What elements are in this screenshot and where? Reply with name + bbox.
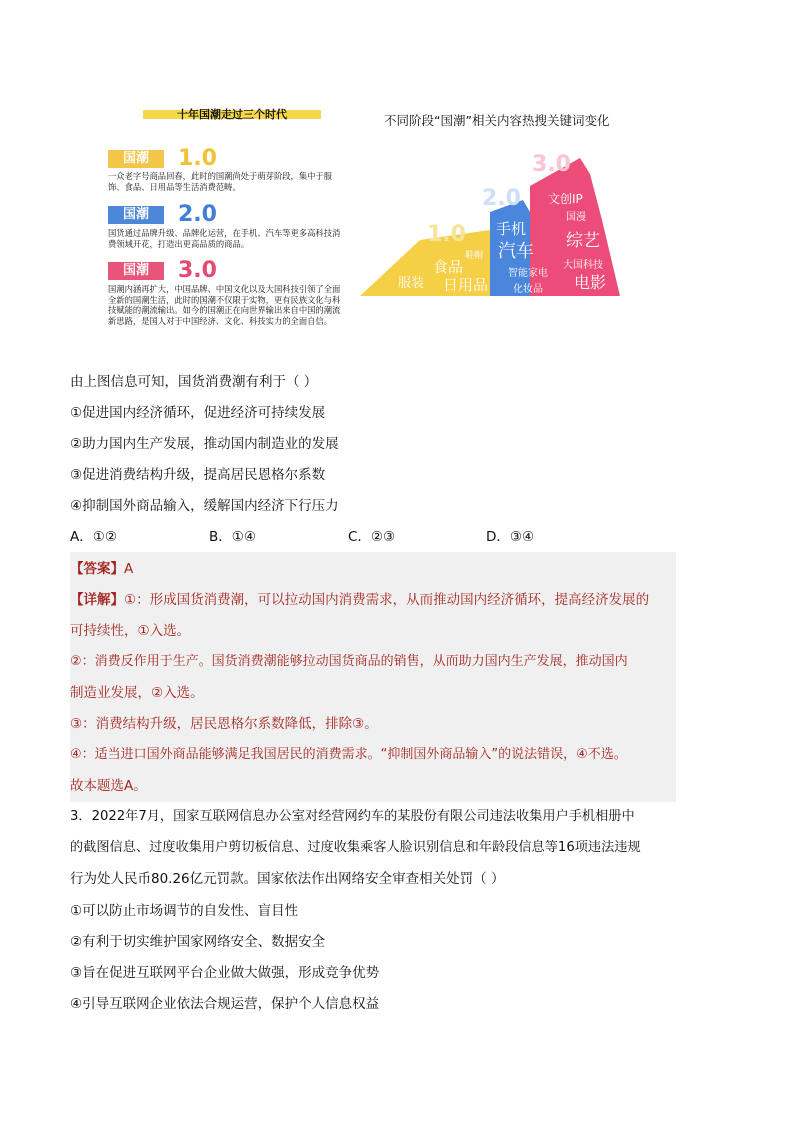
era-3-description: 国潮内涵再扩大，中国品牌、中国文化以及大国科技引领了全面全新的国潮生活，此时的国潮不仅限于实物，更有民族文化与科技赋能的潮流输出。如今的国潮正在向世界输出来自中国的潮流新思路，是国人对于中国经济、文化、科技实力的全面自信。 xyxy=(108,284,341,326)
option-2: ②助力国内生产发展，推动国内制造业的发展 xyxy=(70,436,339,452)
stage-1-number: 1.0 xyxy=(427,222,466,247)
stage-2-word-phone: 手机 xyxy=(496,220,527,238)
answer-panel xyxy=(70,552,676,802)
left-figure-title: 十年国潮走过三个时代 xyxy=(177,108,287,121)
stage-2-word-car: 汽车 xyxy=(498,241,534,262)
detail-line-1 xyxy=(70,591,649,609)
era-1-tag: 国潮 xyxy=(108,150,164,168)
detail-2b: 制造业发展，②入选。 xyxy=(70,685,204,701)
era-3-tag: 国潮 xyxy=(108,262,164,280)
stage-3-word-film: 电影 xyxy=(574,273,607,292)
stage-3-word-ip: 文创IP xyxy=(548,192,583,206)
stage-3-word-tech: 大国科技 xyxy=(563,260,603,271)
stage-2-number: 2.0 xyxy=(482,186,521,211)
q3-option-1: ①可以防止市场调节的自发性、盲目性 xyxy=(70,903,299,919)
era-1-number: 1.0 xyxy=(178,146,217,171)
era-3-number: 3.0 xyxy=(178,258,217,283)
option-3: ③促进消费结构升级，提高居民恩格尔系数 xyxy=(70,467,326,483)
q3-option-4: ④引导互联网企业依法合规运营，保护个人信息权益 xyxy=(70,996,380,1012)
stage-1-word-shoes: 鞋帽 xyxy=(465,251,484,261)
answer-value: A xyxy=(124,561,134,577)
answer-line xyxy=(70,560,133,578)
stage-1-word-daily: 日用品 xyxy=(443,276,489,294)
era-1-description: 一众老字号商品回春，此时的国潮尚处于萌芽阶段，集中于服饰、食品、日用品等生活消费范畴。 xyxy=(108,171,333,192)
detail-3: ③：消费结构升级，居民恩格尔系数降低，排除③。 xyxy=(70,716,378,732)
choice-b: B．①④ xyxy=(209,529,256,545)
stage-2-word-cosmetics: 化妆品 xyxy=(513,284,543,295)
detail-1b: 可持续性，①入选。 xyxy=(70,623,191,639)
answer-label: 【答案】 xyxy=(70,561,124,577)
choice-d: D．③④ xyxy=(486,529,535,545)
stage-3-number: 3.0 xyxy=(532,152,571,177)
right-figure-title: 不同阶段“国潮”相关内容热搜关键词变化 xyxy=(384,113,610,128)
stage-1-word-clothing: 服装 xyxy=(398,276,425,291)
stage-1-word-food: 食品 xyxy=(433,258,464,276)
era-2-number: 2.0 xyxy=(178,202,217,227)
stage-3-word-variety: 综艺 xyxy=(566,231,600,251)
choice-c: C．②③ xyxy=(348,529,396,545)
q3-stem-2: 的截图信息、过度收集用户剪切板信息、过度收集乘客人脸识别信息和年龄段信息等16项违法违规 xyxy=(70,840,641,855)
stage-2-word-appliance: 智能家电 xyxy=(508,268,548,279)
q3-option-3: ③旨在促进互联网平台企业做大做强，形成竞争优势 xyxy=(70,965,380,981)
conclusion: 故本题选A。 xyxy=(70,778,147,794)
q3-stem-3: 行为处人民币80.26亿元罚款。国家依法作出网络安全审查相关处罚（ ） xyxy=(70,871,505,887)
detail-4: ④：适当进口国外商品能够满足我国居民的消费需求。“抑制国外商品输入”的说法错误，④不选。 xyxy=(70,747,627,762)
option-1: ①促进国内经济循环，促进经济可持续发展 xyxy=(70,405,326,421)
era-2-description: 国货通过品牌升级、品牌化运营，在手机、汽车等更多高科技消费领域开花，打造出更高品质的商品。 xyxy=(108,228,341,249)
option-4: ④抑制国外商品输入，缓解国内经济下行压力 xyxy=(70,498,339,514)
detail-label: 【详解】 xyxy=(70,592,124,608)
stage-3-word-anime: 国漫 xyxy=(566,212,586,223)
era-2-tag: 国潮 xyxy=(108,206,164,224)
q3-stem-1: 3．2022年7月，国家互联网信息办公室对经营网约车的某股份有限公司违法收集用户手机相册中 xyxy=(70,809,635,824)
choice-a: A．①② xyxy=(70,529,117,545)
detail-2a: ②：消费反作用于生产。国货消费潮能够拉动国货商品的销售，从而助力国内生产发展，推动国内 xyxy=(70,654,628,669)
detail-1a: ①：形成国货消费潮，可以拉动国内消费需求，从而推动国内经济循环，提高经济发展的 xyxy=(124,592,650,608)
question-stem: 由上图信息可知，国货消费潮有利于（ ） xyxy=(70,374,318,390)
q3-option-2: ②有利于切实维护国家网络安全、数据安全 xyxy=(70,934,326,950)
